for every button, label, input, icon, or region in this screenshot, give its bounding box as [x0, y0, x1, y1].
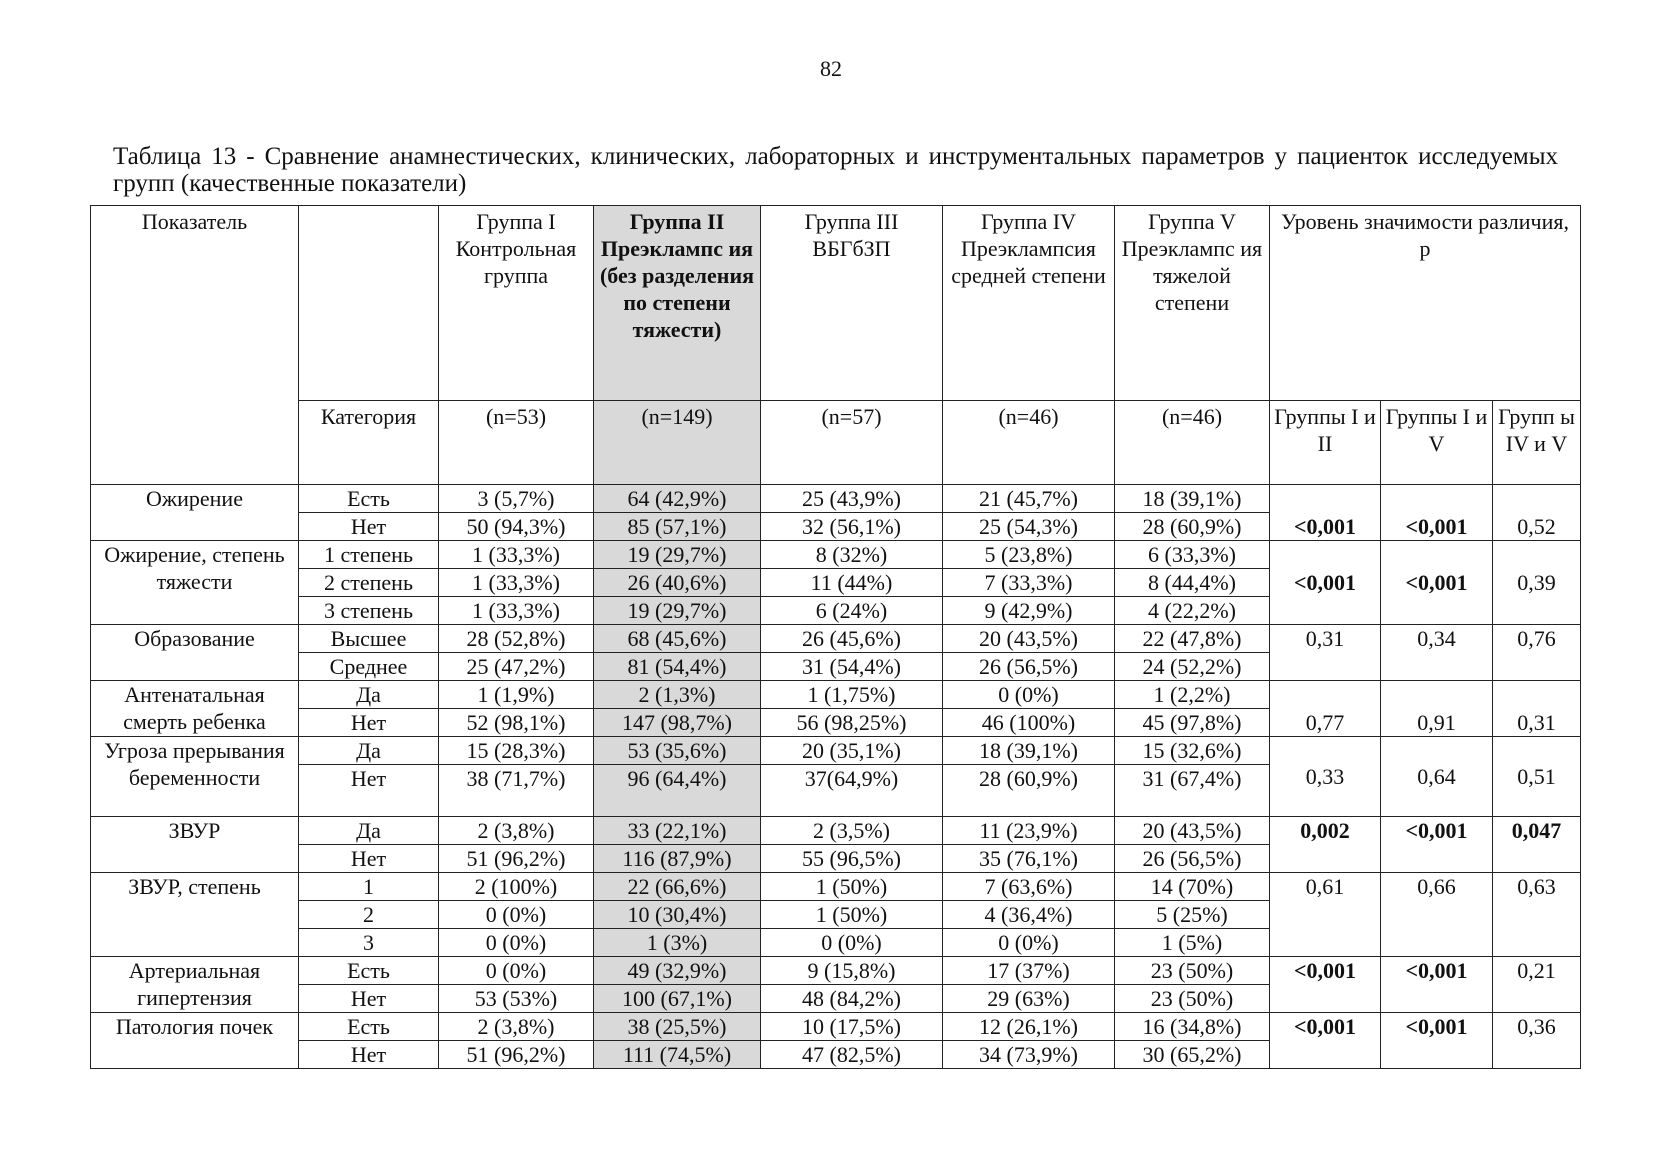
cell-p-value: 0,91 [1381, 681, 1493, 737]
cell-p-value: 0,31 [1270, 625, 1381, 681]
cell-value: 53 (53%) [439, 985, 594, 1013]
cell-value: 81 (54,4%) [594, 653, 761, 681]
cell-value: 24 (52,2%) [1115, 653, 1270, 681]
cell-p-value: 0,31 [1493, 681, 1581, 737]
cell-p-value: 0,66 [1381, 873, 1493, 957]
row-category: 2 степень [299, 569, 439, 597]
row-category: Высшее [299, 625, 439, 653]
cell-value: 26 (56,5%) [1115, 845, 1270, 873]
cell-value: 4 (36,4%) [943, 901, 1115, 929]
row-indicator: ЗВУР [91, 817, 299, 873]
cell-p-value: 0,64 [1381, 737, 1493, 817]
cell-value: 68 (45,6%) [594, 625, 761, 653]
cell-value: 30 (65,2%) [1115, 1041, 1270, 1069]
table-row [91, 737, 1581, 765]
row-category: 3 [299, 929, 439, 957]
cell-value: 51 (96,2%) [439, 1041, 594, 1069]
cell-value: 25 (43,9%) [761, 485, 943, 513]
cell-value: 53 (35,6%) [594, 737, 761, 765]
cell-value: 12 (26,1%) [943, 1013, 1115, 1041]
header-category: Категория [299, 401, 439, 485]
cell-value: 48 (84,2%) [761, 985, 943, 1013]
cell-value: 26 (56,5%) [943, 653, 1115, 681]
cell-value: 1 (3%) [594, 929, 761, 957]
cell-value: 10 (17,5%) [761, 1013, 943, 1041]
cell-value: 19 (29,7%) [594, 541, 761, 569]
cell-value: 38 (25,5%) [594, 1013, 761, 1041]
header-group-5: Группа V Преэклампс ия тяжелой степени [1115, 206, 1270, 401]
cell-value: 20 (35,1%) [761, 737, 943, 765]
cell-p-value: <0,001 [1270, 485, 1381, 541]
cell-value: 1 (50%) [761, 901, 943, 929]
cell-value: 96 (64,4%) [594, 765, 761, 817]
cell-value: 22 (47,8%) [1115, 625, 1270, 653]
row-category: 3 степень [299, 597, 439, 625]
table-row [91, 541, 1581, 569]
row-indicator: ЗВУР, степень [91, 873, 299, 957]
cell-p-value: 0,77 [1270, 681, 1381, 737]
cell-value: 56 (98,25%) [761, 709, 943, 737]
cell-value: 29 (63%) [943, 985, 1115, 1013]
cell-value: 111 (74,5%) [594, 1041, 761, 1069]
table-row [91, 957, 1581, 985]
header-n-group-5: (n=46) [1115, 401, 1270, 485]
row-indicator: Угроза прерывания беременности [91, 737, 299, 817]
table-row [91, 817, 1581, 845]
table-caption: Таблица 13 - Сравнение анамнестических, клинических, лабораторных и инструментальных параметров у пациенток исследуемых групп (качественные показатели) [113, 143, 1558, 197]
cell-p-value: <0,001 [1381, 541, 1493, 625]
cell-value: 16 (34,8%) [1115, 1013, 1270, 1041]
cell-value: 23 (50%) [1115, 985, 1270, 1013]
row-category: 1 степень [299, 541, 439, 569]
cell-p-value: <0,001 [1381, 485, 1493, 541]
cell-value: 2 (3,8%) [439, 817, 594, 845]
cell-p-value: 0,52 [1493, 485, 1581, 541]
header-compare-1-2: Группы I и II [1270, 401, 1381, 485]
cell-value: 11 (44%) [761, 569, 943, 597]
cell-value: 100 (67,1%) [594, 985, 761, 1013]
cell-p-value: 0,36 [1493, 1013, 1581, 1069]
cell-p-value: 0,34 [1381, 625, 1493, 681]
row-category: Нет [299, 845, 439, 873]
cell-value: 0 (0%) [439, 901, 594, 929]
row-category: Есть [299, 957, 439, 985]
cell-value: 38 (71,7%) [439, 765, 594, 817]
row-category: 2 [299, 901, 439, 929]
cell-value: 0 (0%) [439, 957, 594, 985]
cell-p-value: <0,001 [1381, 1013, 1493, 1069]
cell-value: 7 (33,3%) [943, 569, 1115, 597]
cell-value: 18 (39,1%) [1115, 485, 1270, 513]
cell-value: 0 (0%) [943, 929, 1115, 957]
cell-value: 2 (3,5%) [761, 817, 943, 845]
cell-value: 28 (60,9%) [1115, 513, 1270, 541]
cell-value: 14 (70%) [1115, 873, 1270, 901]
header-group-4: Группа IV Преэклампсия средней степени [943, 206, 1115, 401]
cell-value: 45 (97,8%) [1115, 709, 1270, 737]
row-category: Нет [299, 985, 439, 1013]
cell-value: 34 (73,9%) [943, 1041, 1115, 1069]
cell-p-value: 0,51 [1493, 737, 1581, 817]
row-category: Есть [299, 1013, 439, 1041]
cell-value: 6 (24%) [761, 597, 943, 625]
row-indicator: Ожирение, степень тяжести [91, 541, 299, 625]
cell-value: 7 (63,6%) [943, 873, 1115, 901]
header-significance: Уровень значимости различия, р [1270, 206, 1581, 401]
cell-p-value: 0,002 [1270, 817, 1381, 873]
cell-value: 8 (32%) [761, 541, 943, 569]
cell-value: 85 (57,1%) [594, 513, 761, 541]
table-row [91, 1013, 1581, 1041]
table-row [91, 873, 1581, 901]
cell-p-value: <0,001 [1270, 957, 1381, 1013]
cell-value: 4 (22,2%) [1115, 597, 1270, 625]
row-indicator: Артериальная гипертензия [91, 957, 299, 1013]
cell-value: 11 (23,9%) [943, 817, 1115, 845]
cell-value: 32 (56,1%) [761, 513, 943, 541]
cell-value: 10 (30,4%) [594, 901, 761, 929]
table-row [91, 625, 1581, 653]
cell-value: 26 (40,6%) [594, 569, 761, 597]
row-category: Среднее [299, 653, 439, 681]
cell-value: 116 (87,9%) [594, 845, 761, 873]
header-group-2: Группа II Преэклампс ия (без разделения по степени тяжести) [594, 206, 761, 401]
cell-p-value: 0,39 [1493, 541, 1581, 625]
header-indicator: Показатель [91, 206, 299, 485]
cell-value: 1 (2,2%) [1115, 681, 1270, 709]
page-number: 82 [820, 56, 842, 81]
header-n-group-3: (n=57) [761, 401, 943, 485]
cell-value: 15 (32,6%) [1115, 737, 1270, 765]
cell-p-value: 0,047 [1493, 817, 1581, 873]
cell-value: 28 (52,8%) [439, 625, 594, 653]
row-category: Есть [299, 485, 439, 513]
row-category: Нет [299, 709, 439, 737]
cell-p-value: 0,61 [1270, 873, 1381, 957]
cell-value: 147 (98,7%) [594, 709, 761, 737]
cell-value: 64 (42,9%) [594, 485, 761, 513]
cell-value: 17 (37%) [943, 957, 1115, 985]
cell-value: 20 (43,5%) [1115, 817, 1270, 845]
cell-value: 8 (44,4%) [1115, 569, 1270, 597]
row-indicator: Образование [91, 625, 299, 681]
cell-value: 15 (28,3%) [439, 737, 594, 765]
row-indicator: Антенатальная смерть ребенка [91, 681, 299, 737]
cell-value: 33 (22,1%) [594, 817, 761, 845]
cell-value: 2 (3,8%) [439, 1013, 594, 1041]
cell-value: 5 (23,8%) [943, 541, 1115, 569]
cell-value: 23 (50%) [1115, 957, 1270, 985]
table-row [91, 681, 1581, 709]
cell-value: 1 (1,9%) [439, 681, 594, 709]
cell-p-value: 0,76 [1493, 625, 1581, 681]
cell-p-value: <0,001 [1381, 817, 1493, 873]
cell-p-value: <0,001 [1270, 1013, 1381, 1069]
cell-value: 1 (50%) [761, 873, 943, 901]
header-n-group-2: (n=149) [594, 401, 761, 485]
cell-value: 6 (33,3%) [1115, 541, 1270, 569]
cell-value: 31 (54,4%) [761, 653, 943, 681]
cell-value: 25 (47,2%) [439, 653, 594, 681]
cell-value: 9 (15,8%) [761, 957, 943, 985]
cell-value: 0 (0%) [761, 929, 943, 957]
cell-value: 2 (1,3%) [594, 681, 761, 709]
cell-value: 22 (66,6%) [594, 873, 761, 901]
row-category: Да [299, 681, 439, 709]
cell-value: 1 (33,3%) [439, 541, 594, 569]
comparison-table [90, 205, 1581, 1069]
header-group-3: Группа III ВБГбЗП [761, 206, 943, 401]
cell-value: 51 (96,2%) [439, 845, 594, 873]
cell-p-value: <0,001 [1381, 957, 1493, 1013]
cell-value: 1 (5%) [1115, 929, 1270, 957]
cell-value: 47 (82,5%) [761, 1041, 943, 1069]
cell-value: 9 (42,9%) [943, 597, 1115, 625]
row-category: Да [299, 737, 439, 765]
cell-value: 25 (54,3%) [943, 513, 1115, 541]
row-indicator: Патология почек [91, 1013, 299, 1069]
cell-value: 19 (29,7%) [594, 597, 761, 625]
header-group-1: Группа I Контрольная группа [439, 206, 594, 401]
header-n-group-1: (n=53) [439, 401, 594, 485]
cell-p-value: 0,21 [1493, 957, 1581, 1013]
row-category: Да [299, 817, 439, 845]
cell-value: 5 (25%) [1115, 901, 1270, 929]
cell-p-value: 0,63 [1493, 873, 1581, 957]
cell-value: 52 (98,1%) [439, 709, 594, 737]
cell-value: 1 (33,3%) [439, 597, 594, 625]
cell-value: 3 (5,7%) [439, 485, 594, 513]
row-category: Нет [299, 513, 439, 541]
cell-value: 2 (100%) [439, 873, 594, 901]
cell-value: 55 (96,5%) [761, 845, 943, 873]
cell-value: 37(64,9%) [761, 765, 943, 817]
cell-p-value: 0,33 [1270, 737, 1381, 817]
row-category: Нет [299, 765, 439, 817]
cell-value: 26 (45,6%) [761, 625, 943, 653]
header-blank [299, 206, 439, 401]
cell-value: 35 (76,1%) [943, 845, 1115, 873]
cell-value: 28 (60,9%) [943, 765, 1115, 817]
cell-value: 49 (32,9%) [594, 957, 761, 985]
cell-p-value: <0,001 [1270, 541, 1381, 625]
cell-value: 1 (1,75%) [761, 681, 943, 709]
header-n-group-4: (n=46) [943, 401, 1115, 485]
header-compare-4-5: Групп ы IV и V [1493, 401, 1581, 485]
cell-value: 46 (100%) [943, 709, 1115, 737]
cell-value: 0 (0%) [439, 929, 594, 957]
row-category: Нет [299, 1041, 439, 1069]
cell-value: 50 (94,3%) [439, 513, 594, 541]
cell-value: 21 (45,7%) [943, 485, 1115, 513]
cell-value: 18 (39,1%) [943, 737, 1115, 765]
row-indicator: Ожирение [91, 485, 299, 541]
cell-value: 1 (33,3%) [439, 569, 594, 597]
cell-value: 20 (43,5%) [943, 625, 1115, 653]
cell-value: 31 (67,4%) [1115, 765, 1270, 817]
cell-value: 0 (0%) [943, 681, 1115, 709]
header-compare-1-5: Группы I и V [1381, 401, 1493, 485]
row-category: 1 [299, 873, 439, 901]
table-row [91, 485, 1581, 513]
